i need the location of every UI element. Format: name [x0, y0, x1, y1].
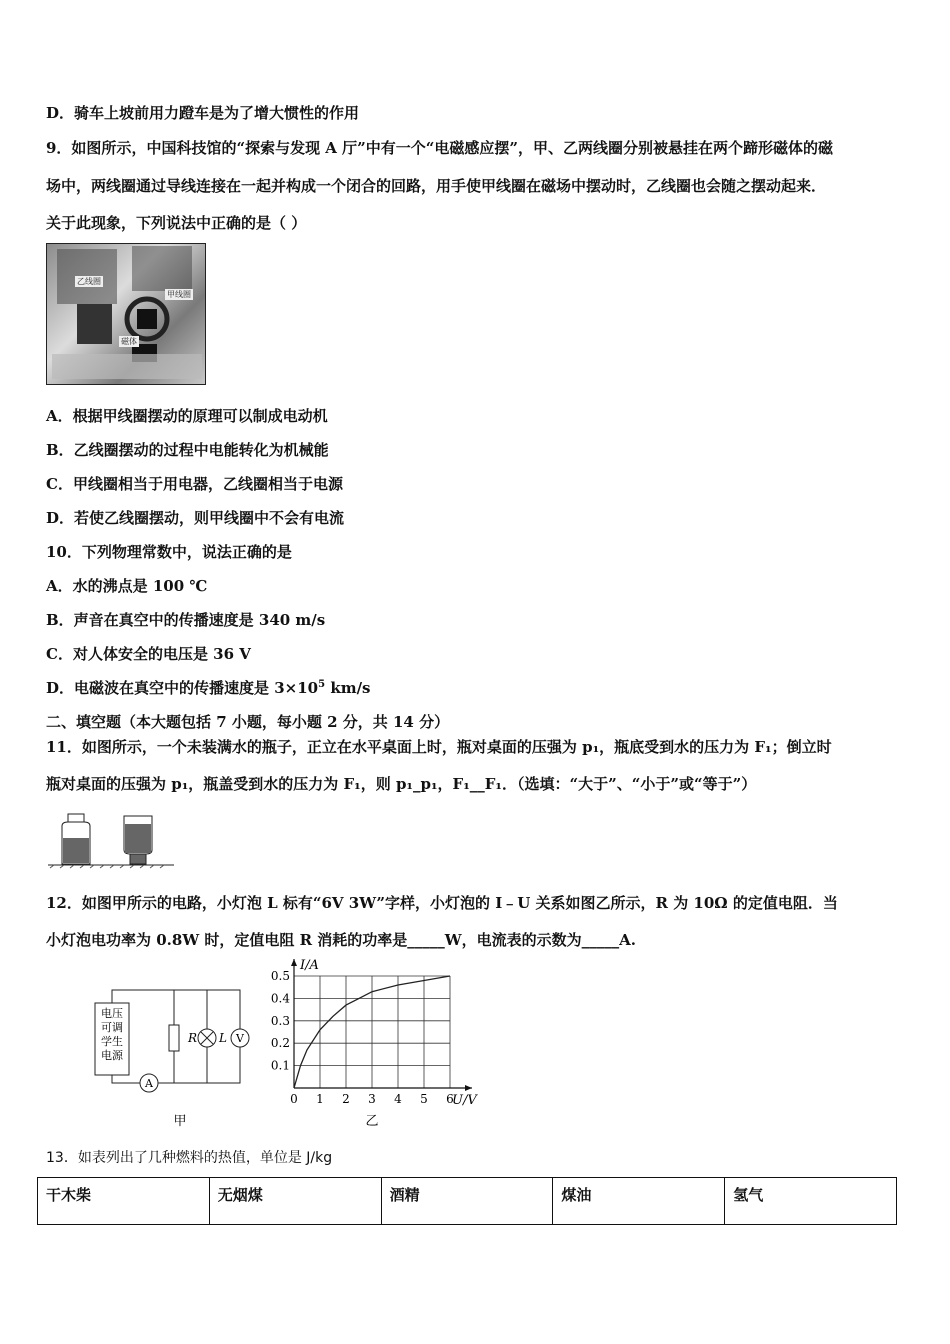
x-tick-label: 0: [290, 1092, 298, 1106]
q10-option-d-prefix: D．电磁波在真空中的传播速度是 3×10: [46, 679, 319, 697]
q12-line1: 12．如图甲所示的电路，小灯泡 L 标有“6V 3W”字样，小灯泡的 I﹣U 关系如图乙所示，R 为 10Ω 的定值电阻．当: [46, 894, 838, 912]
q11-bottles-figure: [46, 810, 176, 870]
source-label-2: 可调: [101, 1021, 123, 1034]
photo-scene: [47, 244, 205, 384]
photo-label-magnet: 磁体: [121, 337, 137, 346]
y-tick-label: 0.1: [270, 1058, 290, 1073]
q11-line2: 瓶对桌面的压强为 p₁，瓶盖受到水的压力为 F₁，则 p₁_p₁，F₁__F₁．（选填：“大于”、“小于”或“等于”）: [46, 775, 757, 793]
section2-title: 二、填空题（本大题包括 7 小题，每小题 2 分，共 14 分）: [46, 713, 450, 731]
fuel-table: [37, 1177, 897, 1225]
x-axis-arrow: [465, 1085, 472, 1091]
circuit-diagram: [90, 975, 250, 1130]
q10-option-a: A．水的沸点是 100 ℃: [46, 577, 208, 595]
chart-ticks: [271, 969, 454, 1106]
q9-stem-line2: 场中，两线圈通过导线连接在一起并构成一个闭合的回路，用手使甲线圈在磁场中摆动时，乙线圈也会随之摆动起来．: [46, 177, 827, 195]
q12-line2: 小灯泡电功率为 0.8W 时，定值电阻 R 消耗的功率是_____W，电流表的示数为_____A.: [46, 931, 637, 949]
source-label-1: 电压: [101, 1007, 123, 1020]
q13-stem: 13．如表列出了几种燃料的热值，单位是 J/kg: [46, 1150, 333, 1166]
electromagnetic-pendulum-photo: [46, 243, 206, 385]
q9-option-b: B．乙线圈摆动的过程中电能转化为机械能: [46, 441, 329, 459]
y-tick-label: 0.5: [270, 969, 290, 983]
upright-bottle: [62, 814, 90, 864]
source-label-4: 电源: [101, 1049, 123, 1062]
table-row: [38, 1178, 897, 1225]
table-cell: 干木柴: [38, 1178, 210, 1225]
ammeter-label: A: [145, 1077, 153, 1090]
y-axis-arrow: [291, 959, 297, 966]
x-axis-label: U/V: [452, 1093, 477, 1108]
graph-caption: 乙: [365, 1114, 379, 1129]
inverted-bottle: [124, 816, 152, 864]
q8-option-d: D．骑车上坡前用力蹬车是为了增大惯性的作用: [46, 104, 360, 122]
q9-option-c: C．甲线圈相当于用电器，乙线圈相当于电源: [46, 475, 343, 493]
table-cell: 无烟煤: [209, 1178, 381, 1225]
y-tick-label: 0.2: [270, 1036, 290, 1051]
q10-option-c: C．对人体安全的电压是 36 V: [46, 645, 251, 663]
lamp-label: L: [219, 1031, 227, 1045]
source-label-3: 学生: [101, 1035, 123, 1048]
iu-graph: [262, 955, 487, 1130]
chart-grid: [294, 976, 450, 1088]
chart-axes: [291, 959, 472, 1091]
y-axis-label: I/A: [300, 958, 319, 973]
q11-line1: 11．如图所示，一个未装满水的瓶子，正立在水平桌面上时，瓶对桌面的压强为 p₁，瓶底受到水的压力为 F₁；倒立时: [46, 738, 832, 756]
x-tick-label: 5: [420, 1092, 428, 1106]
x-tick-label: 2: [342, 1092, 350, 1106]
table-cell: 酒精: [381, 1178, 553, 1225]
q10-option-d-exponent: 5: [318, 679, 326, 690]
x-tick-label: 4: [394, 1092, 402, 1106]
q9-option-a: A．根据甲线圈摆动的原理可以制成电动机: [46, 407, 328, 425]
table-cell: 煤油: [553, 1178, 725, 1225]
q10-stem: 10．下列物理常数中，说法正确的是: [46, 543, 292, 561]
x-tick-label: 3: [368, 1092, 376, 1106]
x-tick-label: 1: [316, 1092, 324, 1106]
q9-stem-line3: 关于此现象，下列说法中正确的是（ ）: [46, 214, 307, 232]
x-tick-label: 6: [446, 1092, 454, 1106]
circuit-caption: 甲: [173, 1114, 187, 1129]
voltmeter-label: V: [236, 1032, 244, 1045]
table-cell: 氢气: [725, 1178, 897, 1225]
q10-option-d-suffix: km/s: [325, 679, 371, 697]
resistor: [169, 1025, 179, 1051]
q10-option-b: B．声音在真空中的传播速度是 340 m/s: [46, 611, 326, 629]
y-tick-label: 0.4: [270, 991, 290, 1006]
q10-option-d: [46, 677, 371, 698]
y-tick-label: 0.3: [270, 1013, 290, 1028]
resistor-label: R: [188, 1031, 198, 1045]
q9-option-d: D．若使乙线圈摆动，则甲线圈中不会有电流: [46, 509, 345, 527]
photo-label-jia: 甲线圈: [167, 290, 191, 299]
q9-stem-line1: 9．如图所示，中国科技馆的“探索与发现 A 厅”中有一个“电磁感应摆”，甲、乙两线圈分别被悬挂在两个蹄形磁体的磁: [46, 139, 834, 157]
photo-label-yi: 乙线圈: [77, 277, 101, 286]
